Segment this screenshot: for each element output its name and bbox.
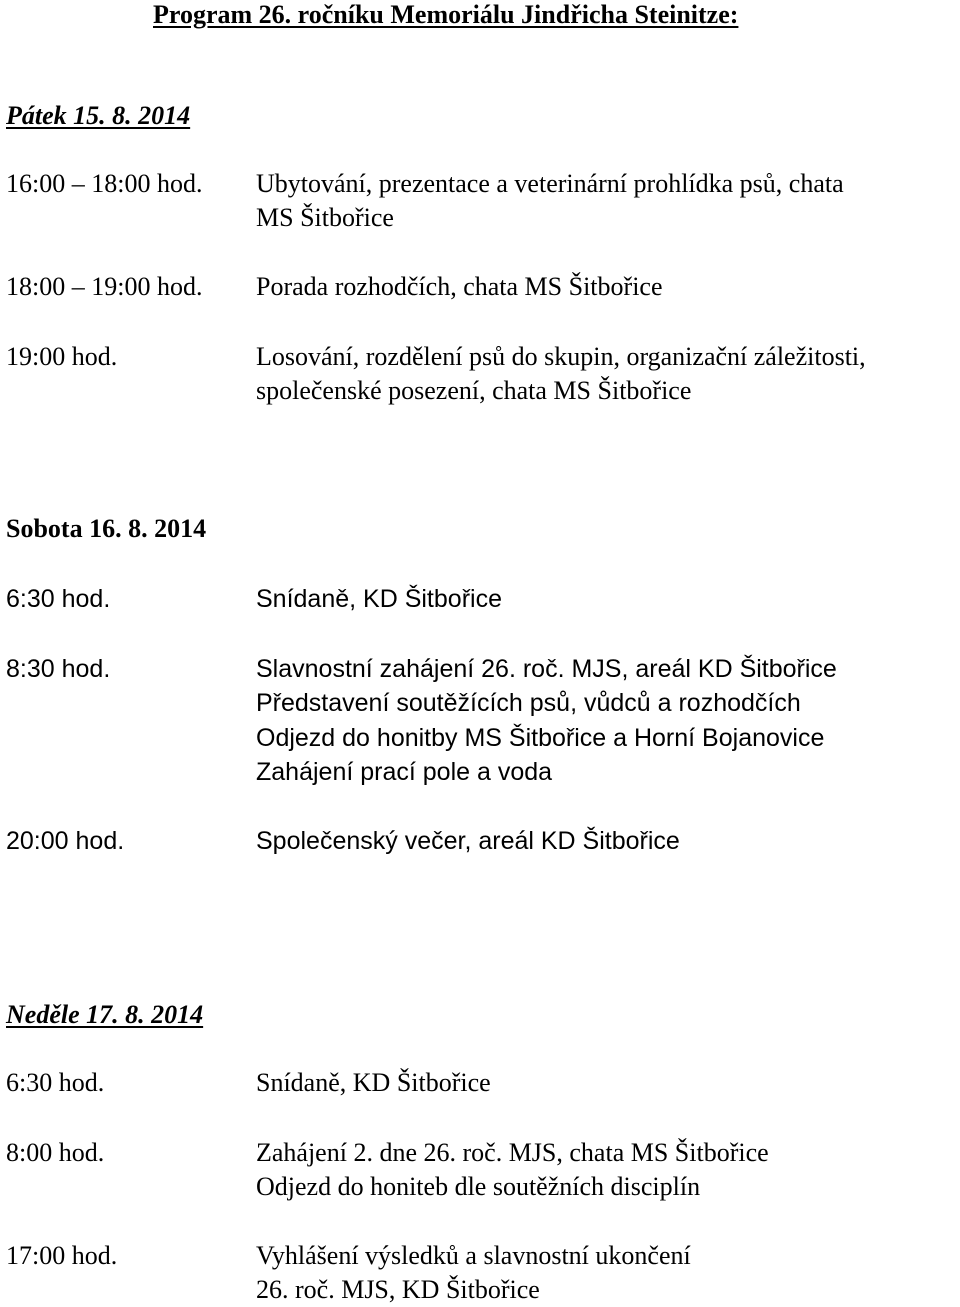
schedule-time: 6:30 hod.	[6, 1068, 105, 1097]
page-title: Program 26. ročníku Memoriálu Jindřicha Steinitze:	[153, 0, 739, 29]
schedule-description: Porada rozhodčích, chata MS Šitbořice	[256, 272, 663, 301]
schedule-description: Vyhlášení výsledků a slavnostní ukončení	[256, 1241, 691, 1270]
day-heading-sunday: Neděle 17. 8. 2014	[6, 1000, 204, 1029]
schedule-time: 6:30 hod.	[6, 585, 111, 613]
schedule-description: Zahájení prací pole a voda	[256, 758, 553, 786]
schedule-description: Ubytování, prezentace a veterinární prohlídka psů, chata	[256, 169, 844, 198]
schedule-description: Společenský večer, areál KD Šitbořice	[256, 827, 680, 855]
schedule-description: Slavnostní zahájení 26. roč. MJS, areál KD Šitbořice	[256, 655, 837, 683]
schedule-description: společenské posezení, chata MS Šitbořice	[256, 376, 692, 405]
schedule-time: 19:00 hod.	[6, 342, 118, 371]
schedule-description: Odjezd do honitby MS Šitbořice a Horní Bojanovice	[256, 724, 825, 752]
schedule-description: 26. roč. MJS, KD Šitbořice	[256, 1275, 540, 1304]
schedule-description: Snídaně, KD Šitbořice	[256, 585, 502, 613]
day-heading-friday: Pátek 15. 8. 2014	[6, 101, 191, 130]
schedule-time: 17:00 hod.	[6, 1241, 118, 1270]
schedule-description: MS Šitbořice	[256, 203, 394, 232]
schedule-time: 16:00 – 18:00 hod.	[6, 169, 203, 198]
schedule-description: Snídaně, KD Šitbořice	[256, 1068, 491, 1097]
schedule-description: Losování, rozdělení psů do skupin, organizační záležitosti,	[256, 342, 866, 371]
schedule-time: 8:30 hod.	[6, 655, 111, 683]
schedule-time: 20:00 hod.	[6, 827, 125, 855]
schedule-description: Odjezd do honiteb dle soutěžních disciplín	[256, 1172, 701, 1201]
schedule-description: Zahájení 2. dne 26. roč. MJS, chata MS Šitbořice	[256, 1138, 769, 1167]
schedule-time: 8:00 hod.	[6, 1138, 105, 1167]
schedule-time: 18:00 – 19:00 hod.	[6, 272, 203, 301]
day-heading-saturday: Sobota 16. 8. 2014	[6, 514, 207, 543]
schedule-description: Představení soutěžících psů, vůdců a rozhodčích	[256, 689, 801, 717]
